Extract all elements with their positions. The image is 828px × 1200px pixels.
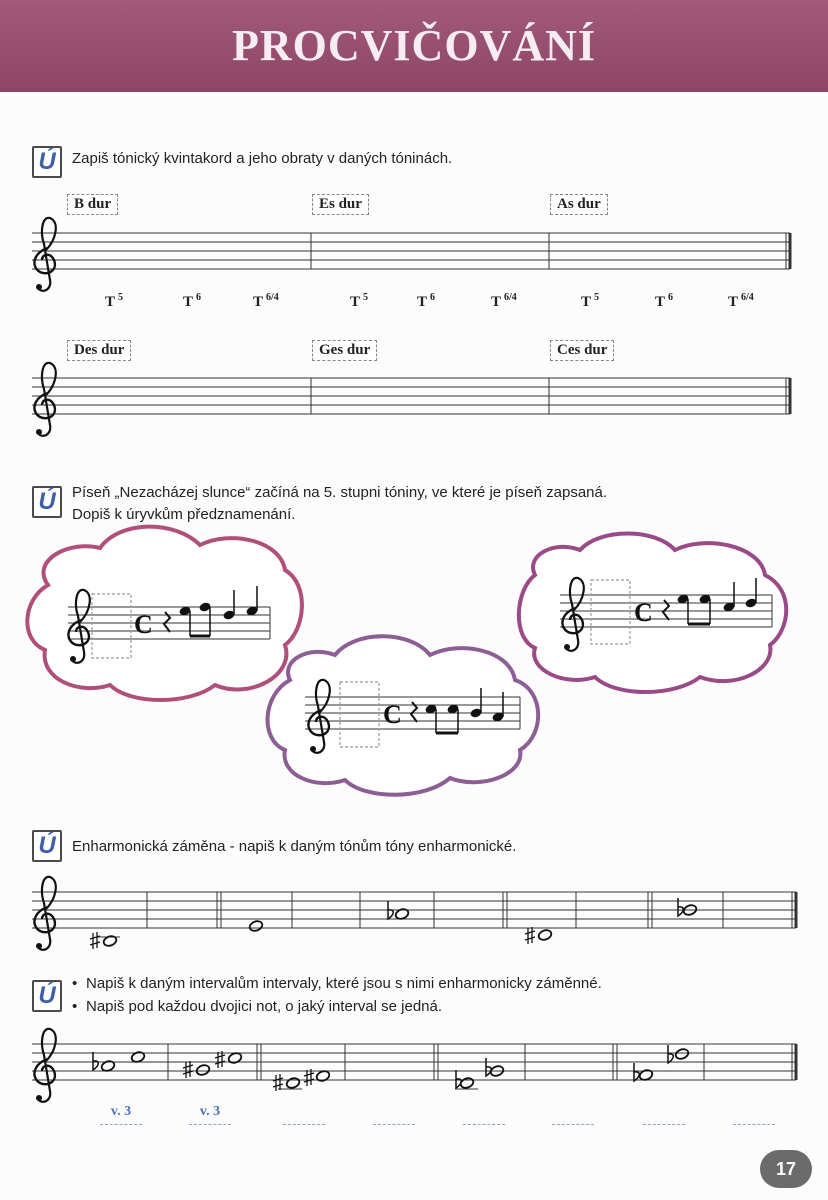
page-number: 17 <box>760 1150 812 1188</box>
task1-instruction: Zapiš tónický kvintakord a jeho obraty v daných tóninách. <box>72 150 453 167</box>
page-title: PROCVIČOVÁNÍ <box>232 21 596 70</box>
treble-clef-icon <box>34 877 55 950</box>
staff <box>32 233 790 269</box>
treble-clef-icon <box>34 1029 55 1102</box>
treble-clef-icon <box>34 218 55 291</box>
chord-label: T $^{6/4}$ <box>491 292 517 310</box>
chord-label: T $^5$ <box>350 292 369 310</box>
staff <box>32 378 790 414</box>
key-label: Ces dur <box>550 340 614 361</box>
time-signature: C <box>634 598 653 627</box>
task-icon: Ú <box>32 486 62 518</box>
chord-label: T $^6$ <box>417 292 436 310</box>
key-label: B dur <box>67 194 118 215</box>
chord-label: T $^{6/4}$ <box>253 292 279 310</box>
interval-answer: v. 3 <box>199 1104 221 1119</box>
chord-label: T $^5$ <box>105 292 124 310</box>
task-icon: Ú <box>32 146 62 178</box>
time-signature: C <box>383 700 402 729</box>
time-signature: C <box>134 610 153 639</box>
chord-label: T $^5$ <box>581 292 600 310</box>
staff <box>32 892 796 928</box>
chord-label: T $^6$ <box>655 292 674 310</box>
key-label: As dur <box>550 194 608 215</box>
treble-clef-icon <box>34 363 55 436</box>
task4-bullet: • Napiš k daným intervalům intervaly, které jsou s nimi enharmonicky záměnné. <box>72 972 602 995</box>
task3-instruction: Enharmonická záměna - napiš k daným tónům tóny enharmonické. <box>72 838 517 855</box>
task2-line2: Dopiš k úryvkům předznamenání. <box>72 506 296 523</box>
chord-label: T $^6$ <box>183 292 202 310</box>
chord-label: T $^{6/4}$ <box>728 292 754 310</box>
task-icon: Ú <box>32 980 62 1012</box>
cloud-shape <box>27 527 302 700</box>
task-icon: Ú <box>32 830 62 862</box>
interval-answer: v. 3 <box>110 1104 132 1119</box>
key-label: Es dur <box>312 194 369 215</box>
task4-bullet: • Napiš pod každou dvojici not, o jaký interval se jedná. <box>72 995 602 1018</box>
key-label: Des dur <box>67 340 131 361</box>
key-label: Ges dur <box>312 340 377 361</box>
task2-line1: Píseň „Nezacházej slunce“ začíná na 5. stupni tóniny, ve které je píseň zapsaná. <box>72 484 608 501</box>
